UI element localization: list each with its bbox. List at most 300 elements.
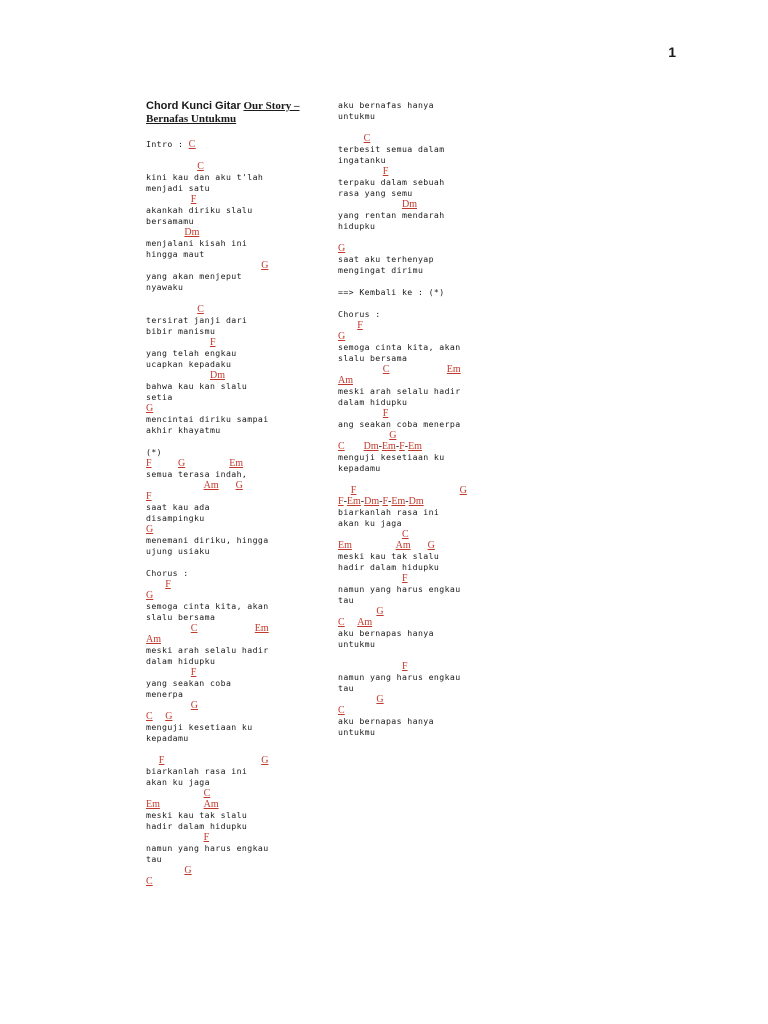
lyric-line [146,425,316,436]
lyric-line [146,546,316,557]
lyric-text: aku bernapas hanya [338,716,434,726]
lyric-text: kepadamu [146,733,189,743]
lyric-line [338,100,508,111]
chord-separator: - [379,496,383,507]
lyric-line [338,309,508,320]
chord-f: F [158,755,165,766]
chord-line [338,243,508,254]
blank-line [338,474,508,485]
page-number: 1 [668,44,676,60]
chord-separator: - [404,441,409,452]
lyric-line [338,595,508,606]
chord-separator: - [343,496,347,507]
left-column [146,100,316,887]
lyric-line [146,568,316,579]
chord-slot [229,458,243,469]
lyric-text: disampingku [146,513,205,523]
blank-line [338,650,508,661]
chord-dm: Dm [210,370,225,381]
lyric-line [338,518,508,529]
chord-row [338,364,508,375]
blank-line [338,122,508,133]
chord-em: Em [338,540,352,551]
chord-g: G [459,485,467,496]
chord-slot [191,623,198,634]
lyric-line [146,447,316,458]
chord-slot [178,458,185,469]
lyric-line [146,249,316,260]
lyric-line [146,733,316,744]
chord-g: G [146,590,154,601]
lyric-line [146,722,316,733]
lyric-text: akankah diriku slalu [146,205,253,215]
lyric-text: meski kau tak slalu [338,551,440,561]
chord-g: G [235,480,243,491]
lyric-text: tersirat janji dari [146,315,248,325]
lyric-text: hidupku [338,221,376,231]
lyric-text: (*) [146,447,162,457]
chord-slot [460,485,467,496]
chord-dm: Dm [408,496,424,507]
chord-line [146,788,316,799]
chord-f: F [210,337,216,348]
lyric-text: akan ku jaga [146,777,210,787]
chord-line [146,876,316,887]
chord-f: F [338,496,344,507]
chord-f: F [165,579,171,590]
lyric-text: rasa yang semu [338,188,413,198]
title-sub-line1: Our Story – [243,100,300,112]
song-title [146,100,316,126]
chord-c: C [188,139,196,150]
lyric-line [146,854,316,865]
lyric-text: dalam hidupku [338,397,408,407]
lyric-text: ujung usiaku [146,546,210,556]
chord-line [338,375,508,386]
chord-c: C [363,133,371,144]
lyric-line [146,381,316,392]
chord-sequence [338,441,508,452]
chord-c: C [190,623,198,634]
chord-slot [236,480,243,491]
chord-c: C [197,304,204,315]
lyric-text: aku bernapas hanya [338,628,434,638]
lyric-text: mencintai diriku sampai [146,414,269,424]
lyric-line [338,628,508,639]
lyric-line [146,271,316,282]
chord-row [146,799,316,810]
chord-g: G [165,711,173,722]
lyric-line [146,348,316,359]
chord-em: Em [254,623,269,634]
lyric-text: untukmu [338,727,376,737]
lyric-text: bibir manismu [146,326,216,336]
chord-g: G [184,865,192,876]
lyric-text: menguji kesetiaan ku [146,722,253,732]
chord-am: Am [146,634,161,645]
chord-slot [383,364,390,375]
lyric-line [338,639,508,650]
chord-dm: Dm [402,199,417,210]
lyric-text: semoga cinta kita, akan [146,601,269,611]
lyric-text: terpaku dalam sebuah [338,177,445,187]
lyric-line [338,716,508,727]
lyric-line [338,188,508,199]
chord-line [146,590,316,601]
chord-dm: Dm [364,496,380,507]
lyric-line [338,683,508,694]
lyric-line [146,513,316,524]
lyric-text: namun yang harus engkau [146,843,269,853]
lyric-line [338,221,508,232]
chord-g: G [261,755,269,766]
lyric-text: tau [338,595,354,605]
lyric-text: setia [146,392,173,402]
lyric-line [338,210,508,221]
lyric-text: menemani diriku, hingga [146,535,269,545]
chord-slot [146,799,160,810]
lyric-line [146,656,316,667]
blank-line [338,298,508,309]
chord-em: Em [381,441,396,452]
lyric-text: ==> Kembali ke : (*) [338,287,445,297]
chord-em: Em [346,496,361,507]
lyric-text: slalu bersama [338,353,408,363]
lyric-line [146,359,316,370]
lyric-line [338,177,508,188]
chord-line [146,403,316,414]
blank-line [146,293,316,304]
chord-slot [396,540,411,551]
lyric-text: tau [338,683,354,693]
chord-slot [357,617,372,628]
chord-row [146,480,316,491]
lyric-text: namun yang harus engkau [338,584,461,594]
lyric-line [338,397,508,408]
lyric-text: hadir dalam hidupku [338,562,440,572]
chord-line [338,694,508,705]
lyric-line [146,139,316,150]
chord-group [364,441,422,452]
lyric-text: hingga maut [146,249,205,259]
lyric-text: menjalani kisah ini [146,238,248,248]
chord-g: G [376,694,384,705]
chord-row [146,458,316,469]
chord-line [338,199,508,210]
lyric-line [146,601,316,612]
lyric-text: hadir dalam hidupku [146,821,248,831]
lyric-text: akan ku jaga [338,518,402,528]
chord-f: F [382,408,389,419]
chord-row [146,711,316,722]
chord-line [146,370,316,381]
chord-slot [204,480,219,491]
chord-c: C [338,441,345,452]
chord-row [338,485,508,496]
lyric-line [338,463,508,474]
lyric-line [146,535,316,546]
chord-am: Am [203,480,219,491]
chord-line [338,529,508,540]
lyric-text: ang seakan coba menerpa [338,419,461,429]
lyric-text: dalam hidupku [146,656,216,666]
chord-c: C [338,617,345,628]
chord-line [338,166,508,177]
lyric-text: yang telah engkau [146,348,237,358]
chord-f: F [402,573,408,584]
lyric-line [338,155,508,166]
chord-separator: - [360,496,365,507]
lyric-line [338,386,508,397]
lyric-text: menjadi satu [146,183,210,193]
lyric-line [338,287,508,298]
lyric-line [338,727,508,738]
chord-row [146,623,316,634]
chord-am: Am [357,617,373,628]
chord-row [338,540,508,551]
lyric-line [146,172,316,183]
chord-line [146,194,316,205]
lyric-line [338,507,508,518]
lyric-line [338,265,508,276]
lyric-line [338,584,508,595]
lyric-line [146,689,316,700]
title-main: Chord Kunci Gitar [146,100,241,112]
lyric-text: nyawaku [146,282,184,292]
lyric-text: mengingat dirimu [338,265,424,275]
lyric-line [146,678,316,689]
lyric-line [146,282,316,293]
chord-slot [447,364,461,375]
lyric-text: bahwa kau kan slalu [146,381,248,391]
lyric-text: semua terasa indah, [146,469,248,479]
chord-am: Am [203,799,219,810]
lyric-line [146,810,316,821]
chord-line [146,700,316,711]
chord-sequence [338,496,508,507]
lyric-text: meski arah selalu hadir [338,386,461,396]
chord-slot [255,623,269,634]
lyric-text: semoga cinta kita, akan [338,342,461,352]
lyric-text: terbesit semua dalam [338,144,445,154]
lyric-text: meski kau tak slalu [146,810,248,820]
chord-c: C [402,529,409,540]
chord-em: Em [391,496,406,507]
chord-f: F [350,485,357,496]
chord-f: F [402,661,408,672]
lyric-line [146,777,316,788]
chord-c: C [146,711,153,722]
chord-line [146,865,316,876]
lyric-line [146,414,316,425]
chord-line [146,667,316,678]
chord-em: Em [446,364,461,375]
chord-line [338,661,508,672]
chord-f: F [190,667,197,678]
chord-line [146,304,316,315]
inline-chord [189,139,196,150]
chord-line [338,705,508,716]
lyric-text: aku bernafas hanya [338,100,434,110]
chord-group [338,496,424,507]
chord-slot [338,617,345,628]
chord-separator: - [405,496,409,507]
lyric-text: yang rentan mendarah [338,210,445,220]
lyric-text: biarkanlah rasa ini [338,507,440,517]
lyric-line [338,672,508,683]
chord-group [338,441,345,452]
chord-row [146,755,316,766]
lyric-line [146,612,316,623]
chord-slot [146,458,152,469]
lyric-line [146,645,316,656]
right-song-lines [338,100,508,738]
chord-em: Em [146,799,160,810]
chord-line [338,331,508,342]
lyric-line [146,238,316,249]
chord-am: Am [395,540,411,551]
lyric-text: yang seakan coba [146,678,232,688]
chord-slot [159,755,165,766]
lyric-text: saat kau ada [146,502,210,512]
chord-g: G [338,243,346,254]
chord-line [338,573,508,584]
chord-line [146,260,316,271]
right-column [338,100,508,738]
lyric-text: untukmu [338,639,376,649]
chord-g: G [146,403,154,414]
lyric-line [146,183,316,194]
chord-c: C [382,364,390,375]
chord-line [146,337,316,348]
chord-dm: Dm [184,227,200,238]
lyric-line [146,469,316,480]
blank-line [146,557,316,568]
chord-g: G [178,458,186,469]
chord-f: F [382,166,389,177]
chord-slot [204,799,219,810]
lyric-line [146,205,316,216]
lyric-text: untukmu [338,111,376,121]
chord-g: G [338,331,346,342]
lyric-line [146,766,316,777]
chord-am: Am [338,375,353,386]
blank-line [146,436,316,447]
lyric-line [338,419,508,430]
lyric-line [338,144,508,155]
chord-c: C [338,705,345,716]
chord-slot [351,485,357,496]
chord-c: C [146,876,153,887]
chord-row [338,617,508,628]
lyric-line [146,821,316,832]
lyric-text: menerpa [146,689,184,699]
chord-separator: - [388,496,392,507]
chord-f: F [382,496,389,507]
lyric-text: meski arah selalu hadir [146,645,269,655]
chord-slot [338,540,352,551]
lyric-text: saat aku terhenyap [338,254,434,264]
chord-f: F [357,320,363,331]
lyric-line [146,315,316,326]
lyric-text: Chorus : [338,309,381,319]
lyric-line [338,353,508,364]
blank-line [146,150,316,161]
lyric-text: slalu bersama [146,612,216,622]
chord-line [338,408,508,419]
lyric-line [338,551,508,562]
lyric-line [146,216,316,227]
chord-line [338,320,508,331]
lyric-text: menguji kesetiaan ku [338,452,445,462]
chord-line [146,634,316,645]
lyric-line [146,502,316,513]
chord-line [146,832,316,843]
lyric-text: kini kau dan aku t'lah [146,172,264,182]
lyric-text: ucapkan kepadaku [146,359,232,369]
lyric-line [338,254,508,265]
lyric-text: Intro : [146,139,189,149]
chord-f: F [399,441,405,452]
blank-line [146,744,316,755]
chord-g: G [261,260,269,271]
chord-slot [165,711,172,722]
chord-line [146,227,316,238]
chord-f: F [146,458,152,469]
lyric-line [338,111,508,122]
lyric-line [338,452,508,463]
lyric-line [338,562,508,573]
chord-em: Em [229,458,244,469]
left-song-lines [146,139,316,887]
chord-line [146,524,316,535]
lyric-text: kepadamu [338,463,381,473]
chord-f: F [146,491,152,502]
chord-g: G [190,700,199,711]
lyric-line [146,843,316,854]
lyric-text: yang akan menjeput [146,271,242,281]
chord-g: G [376,606,384,617]
lyric-text: Chorus : [146,568,189,578]
chord-line [338,606,508,617]
lyric-line [146,326,316,337]
title-sub-line2: Bernafas Untukmu [146,113,237,125]
lyric-text: bersamamu [146,216,194,226]
lyric-text: namun yang harus engkau [338,672,461,682]
chord-f: F [203,832,210,843]
chord-line [146,491,316,502]
blank-line [338,232,508,243]
chord-c: C [197,161,204,172]
chord-line [146,161,316,172]
chord-separator: - [395,441,400,452]
chord-slot [428,540,435,551]
chord-line [338,430,508,441]
chord-line [146,579,316,590]
chord-line [338,133,508,144]
lyric-line [338,342,508,353]
chord-f: F [190,194,197,205]
chord-separator: - [378,441,382,452]
lyric-text: ingatanku [338,155,386,165]
chord-g: G [389,430,397,441]
chord-em: Em [408,441,422,452]
chord-slot [146,711,153,722]
chord-dm: Dm [363,441,379,452]
chord-c: C [203,788,211,799]
blank-line [338,276,508,287]
chord-g: G [146,524,154,535]
